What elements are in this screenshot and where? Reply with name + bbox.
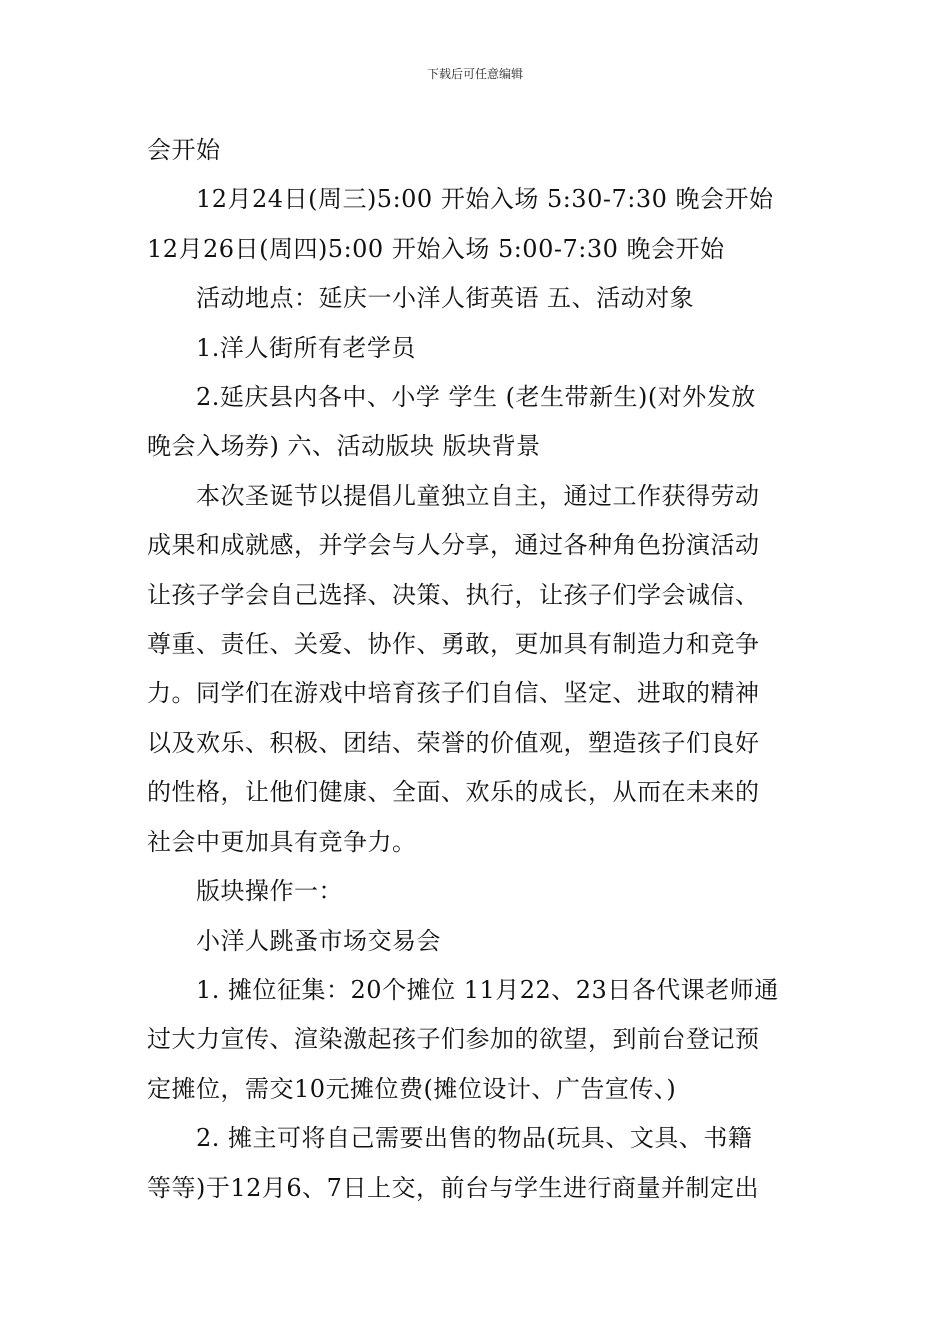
text-line: 让孩子学会自己选择、决策、执行，让孩子们学会诚信、 (147, 580, 760, 609)
background-paragraph-start: 本次圣诞节以提倡儿童独立自主，通过工作获得劳动 (196, 481, 760, 510)
audience-item-1: 1.洋人街所有老学员 (196, 333, 416, 362)
text-line: 力。同学们在游戏中培育孩子们自信、坚定、进取的精神 (147, 679, 760, 708)
operation-item-2: 2. 摊主可将自己需要出售的物品(玩具、文具、书籍 (196, 1124, 753, 1153)
section-subheading-flea-market: 小洋人跳蚤市场交易会 (196, 926, 441, 955)
text-line: 以及欢乐、积极、团结、荣誉的价值观，塑造孩子们良好 (147, 728, 760, 757)
text-line: 社会中更加具有竞争力。 (147, 827, 417, 856)
schedule-line-dec-26: 12月26日(周四)5:00 开始入场 5:00-7:30 晚会开始 (147, 234, 725, 263)
text-line: 过大力宣传、渲染激起孩子们参加的欲望，到前台登记预 (147, 1025, 760, 1054)
document-body (147, 126, 807, 1213)
page-header: 下载后可任意编辑 (426, 67, 523, 81)
text-line: 成果和成就感，并学会与人分享，通过各种角色扮演活动 (147, 531, 760, 560)
audience-item-2: 2.延庆县内各中、小学 学生 (老生带新生)(对外发放 (196, 383, 756, 412)
text-line: 等等)于12月6、7日上交，前台与学生进行商量并制定出 (147, 1173, 759, 1202)
text-line: 定摊位，需交10元摊位费(摊位设计、广告宣传、) (147, 1074, 677, 1103)
operation-item-1: 1. 摊位征集：20个摊位 11月22、23日各代课老师通 (196, 975, 779, 1004)
schedule-line-dec-24: 12月24日(周三)5:00 开始入场 5:30-7:30 晚会开始 (196, 185, 774, 214)
venue-line: 活动地点：延庆一小洋人街英语 五、活动对象 (196, 284, 695, 313)
text-line: 晚会入场券) 六、活动版块 版块背景 (147, 432, 541, 461)
text-line: 尊重、责任、关爱、协作、勇敢，更加具有制造力和竞争 (147, 630, 760, 659)
section-heading-operation-one: 版块操作一： (196, 877, 343, 906)
text-line: 会开始 (147, 136, 221, 164)
text-line: 的性格，让他们健康、全面、欢乐的成长，从而在未来的 (147, 778, 760, 807)
